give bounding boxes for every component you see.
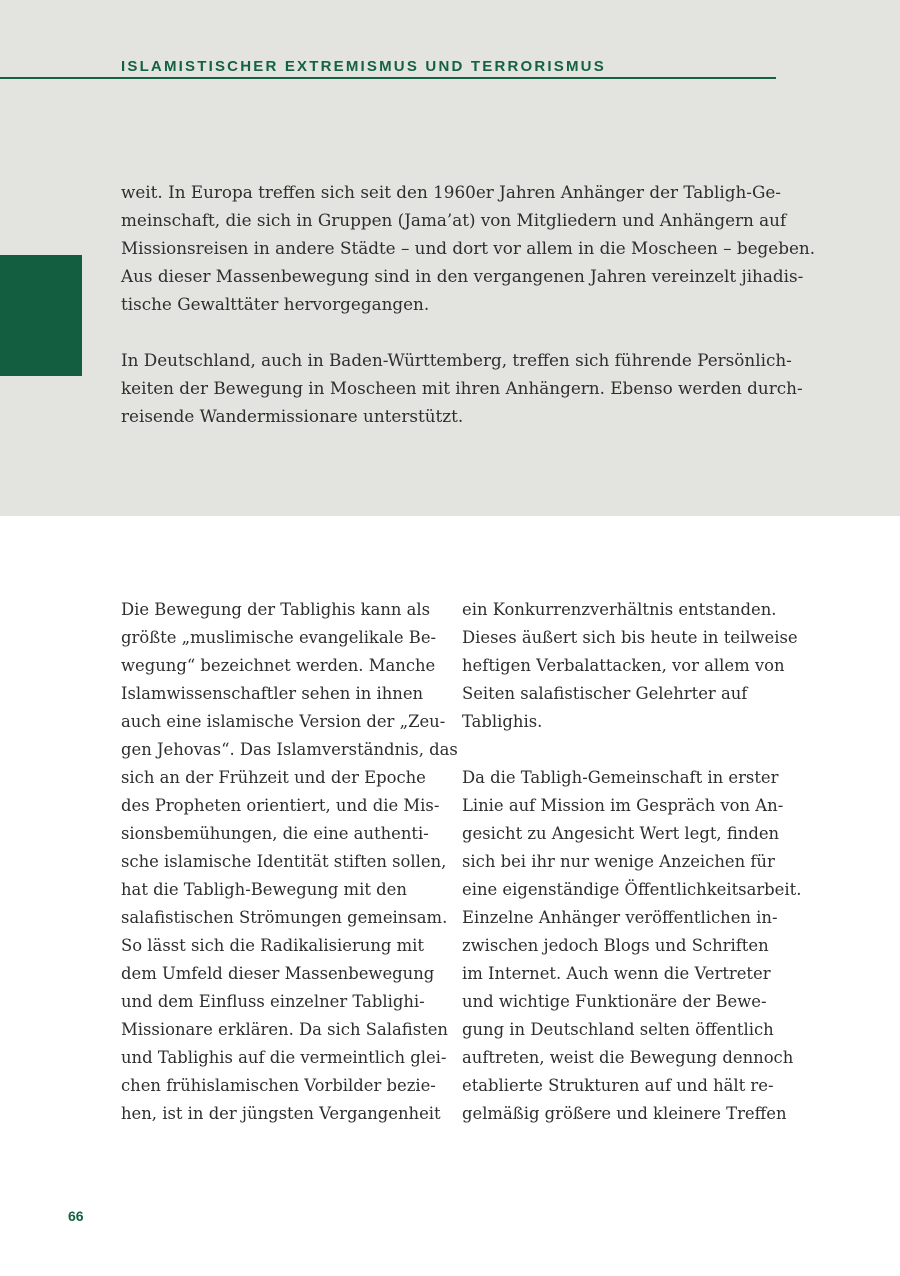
text-line: Da die Tabligh-Gemeinschaft in erster — [462, 768, 779, 787]
text-line: eine eigenständige Öffentlichkeitsarbeit. — [462, 880, 802, 899]
text-line: meinschaft, die sich in Gruppen (Jama’at) von Mitgliedern und Anhängern auf — [121, 210, 787, 230]
text-line: sionsbemühungen, die eine authenti- — [121, 824, 429, 843]
text-line: und dem Einfluss einzelner Tablighi- — [121, 992, 425, 1011]
text-line: Aus dieser Massenbewegung sind in den vergangenen Jahren vereinzelt jihadis- — [121, 266, 804, 286]
text-line: chen frühislamischen Vorbilder bezie- — [121, 1076, 436, 1095]
intro-text — [121, 178, 816, 458]
running-header: ISLAMISTISCHER EXTREMISMUS UND TERRORISMUS — [121, 58, 606, 75]
text-line: und wichtige Funktionäre der Bewe- — [462, 992, 767, 1011]
text-line: hen, ist in der jüngsten Vergangenheit — [121, 1104, 441, 1123]
intro-paragraph — [121, 346, 803, 430]
text-line: größte „muslimische evangelikale Be- — [121, 628, 437, 647]
text-line: sche islamische Identität stiften sollen, — [121, 852, 447, 871]
text-line: tische Gewalttäter hervorgegangen. — [121, 294, 430, 314]
text-line: sich bei ihr nur wenige Anzeichen für — [462, 852, 775, 871]
body-paragraph — [462, 764, 802, 1128]
text-line: Dieses äußert sich bis heute in teilweise — [462, 628, 798, 647]
text-line: weit. In Europa treffen sich seit den 1960er Jahren Anhänger der Tabligh-Ge- — [121, 182, 781, 202]
body-paragraph — [121, 596, 458, 1128]
body-paragraph — [462, 596, 798, 736]
text-line: salafistischen Strömungen gemeinsam. — [121, 908, 448, 927]
text-line: sich an der Frühzeit und der Epoche — [121, 768, 426, 787]
text-line: Missionsreisen in andere Städte – und dort vor allem in die Moscheen – begeben. — [121, 238, 816, 258]
text-line: hat die Tabligh-Bewegung mit den — [121, 880, 407, 899]
text-line: gen Jehovas“. Das Islamverständnis, das — [121, 740, 458, 759]
text-line: etablierte Strukturen auf und hält re- — [462, 1076, 774, 1095]
text-line: In Deutschland, auch in Baden-Württemberg, treffen sich führende Persönlich- — [121, 350, 792, 370]
text-line: Seiten salafistischer Gelehrter auf — [462, 684, 748, 703]
text-line: heftigen Verbalattacken, vor allem von — [462, 656, 785, 675]
intro-paragraph — [121, 178, 816, 318]
text-line: des Propheten orientiert, und die Mis- — [121, 796, 440, 815]
header-rule — [0, 77, 776, 79]
top-panel — [0, 0, 900, 516]
text-line: Tablighis. — [462, 712, 543, 731]
text-line: dem Umfeld dieser Massenbewegung — [121, 964, 435, 983]
text-line: So lässt sich die Radikalisierung mit — [121, 936, 424, 955]
text-line: Einzelne Anhänger veröffentlichen in- — [462, 908, 778, 927]
text-line: auch eine islamische Version der „Zeu- — [121, 712, 446, 731]
text-line: gelmäßig größere und kleinere Treffen — [462, 1104, 787, 1123]
text-line: gesicht zu Angesicht Wert legt, finden — [462, 824, 780, 843]
side-color-block — [0, 255, 82, 376]
text-line: ein Konkurrenzverhältnis entstanden. — [462, 600, 777, 619]
text-line: keiten der Bewegung in Moscheen mit ihren Anhängern. Ebenso werden durch- — [121, 378, 803, 398]
text-line: reisende Wandermissionare unterstützt. — [121, 406, 464, 426]
text-line: im Internet. Auch wenn die Vertreter — [462, 964, 771, 983]
text-line: gung in Deutschland selten öffentlich — [462, 1020, 774, 1039]
left-column — [121, 596, 458, 1156]
text-line: Die Bewegung der Tablighis kann als — [121, 600, 431, 619]
right-column — [462, 596, 802, 1156]
text-line: zwischen jedoch Blogs und Schriften — [462, 936, 769, 955]
text-line: wegung“ bezeichnet werden. Manche — [121, 656, 436, 675]
text-line: Islamwissenschaftler sehen in ihnen — [121, 684, 424, 703]
text-line: auftreten, weist die Bewegung dennoch — [462, 1048, 794, 1067]
text-line: und Tablighis auf die vermeintlich glei- — [121, 1048, 447, 1067]
text-line: Missionare erklären. Da sich Salafisten — [121, 1020, 448, 1039]
page-number: 66 — [68, 1208, 84, 1224]
text-line: Linie auf Mission im Gespräch von An- — [462, 796, 784, 815]
